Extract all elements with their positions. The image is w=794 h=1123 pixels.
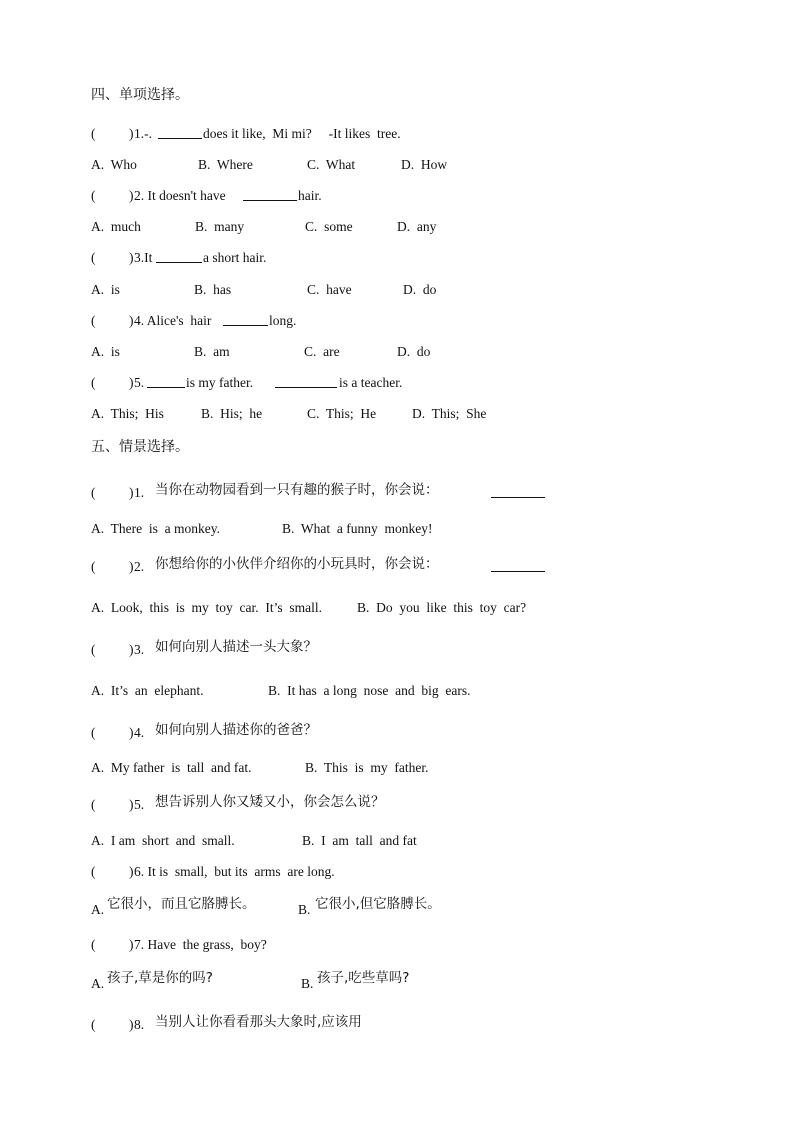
options-4-4 [91,343,711,361]
option-b: 孩子,吃些草吗? [317,970,410,986]
paren-close: ) [129,250,134,265]
paren-close: ) [129,188,134,203]
question-5-6 [91,863,711,881]
paren-close: ) [129,313,134,328]
question-text: is my father. [186,375,254,390]
section-4-title: 四、单项选择。 [91,87,189,103]
option-a: A. is [91,344,120,359]
answer-blank [147,374,185,388]
question-text: 如何向别人描述你的爸爸？ [155,722,317,738]
paren-open: ( [91,188,96,203]
option-b: B. has [194,282,232,297]
question-text: 想告诉别人你又矮又小，你会怎么说？ [155,794,385,810]
question-text: 如何向别人描述一头大象？ [155,639,317,655]
paren-close: ) [129,1017,134,1032]
question-5-7 [91,936,711,954]
question-number: 4. Alice's hair [134,313,212,328]
options-5-6 [91,896,711,917]
section-5-title: 五、情景选择。 [91,439,189,455]
question-text: 7. Have the grass, boy? [134,937,267,952]
question-number: 8. [134,1017,145,1032]
question-number: 2. It doesn't have [134,188,226,203]
option-a: A. much [91,219,141,234]
paren-close: ) [129,937,134,952]
paren-open: ( [91,250,96,265]
question-text: hair. [298,188,322,203]
option-b: 它很小,但它胳膊长。 [315,896,441,912]
option-b: B. Do you like this toy car? [357,600,527,615]
option-b: B. It has a long nose and big ears. [268,683,471,698]
option-a: A. I am short and small. [91,833,235,848]
question-5-8 [91,1016,711,1034]
question-5-4 [91,724,711,742]
option-a: A. Look, this is my toy car. It’s small. [91,600,322,615]
options-4-3 [91,281,711,299]
question-5-3 [91,641,711,659]
paren-close: ) [129,797,134,812]
option-b: B. Where [198,157,253,172]
answer-blank [243,187,297,201]
option-d: D. any [397,219,437,234]
paren-open: ( [91,559,96,574]
question-4-2 [91,187,711,205]
option-d: D. do [397,344,431,359]
question-5-2 [91,558,711,576]
question-text: a short hair. [203,250,267,265]
paren-close: ) [129,485,134,500]
question-number: 3.It [134,250,153,265]
paren-open: ( [91,642,96,657]
question-4-4 [91,312,711,330]
paren-close: ) [129,642,134,657]
option-b: B. many [195,219,245,234]
option-b: B. What a funny monkey! [282,521,433,536]
option-b: B. am [194,344,230,359]
option-a: A. It’s an elephant. [91,683,204,698]
question-number: 5. [134,375,145,390]
option-c: C. have [307,282,352,297]
answer-blank [158,125,202,139]
paren-close: ) [129,126,134,141]
options-5-3 [91,682,711,700]
question-text: 当你在动物园看到一只有趣的猴子时，你会说： [155,482,439,498]
options-5-1 [91,520,711,538]
option-b: B. I am tall and fat [302,833,417,848]
options-4-2 [91,218,711,236]
options-5-7 [91,970,711,991]
options-4-1 [91,156,711,174]
option-b: B. This is my father. [305,760,429,775]
option-d: D. do [403,282,437,297]
option-a: 孩子,草是你的吗? [107,970,213,986]
question-text-2: is a teacher. [339,375,403,390]
question-number: 5. [134,797,145,812]
option-a: A. Who [91,157,137,172]
question-number: 1. [134,485,145,500]
option-a: 它很小，而且它胳膊长。 [107,896,256,912]
paren-close: ) [129,559,134,574]
options-4-5 [91,405,711,423]
option-c: C. some [305,219,353,234]
answer-blank [223,312,268,326]
option-c: C. are [304,344,340,359]
question-text: 当别人让你看看那头大象时,应该用 [155,1014,362,1030]
answer-blank-2 [275,374,337,388]
question-text: does it like, Mi mi? -It likes tree. [203,126,401,141]
option-a: A. is [91,282,120,297]
option-a: A. My father is tall and fat. [91,760,252,775]
question-number: 3. [134,642,145,657]
option-c: C. This; He [307,406,377,421]
paren-open: ( [91,126,96,141]
question-text: 6. It is small, but its arms are long. [134,864,335,879]
options-5-4 [91,759,711,777]
options-5-5 [91,832,711,850]
paren-open: ( [91,797,96,812]
answer-blank [491,484,545,498]
question-number: 4. [134,725,145,740]
question-5-1 [91,484,711,502]
option-b: B. His; he [201,406,263,421]
answer-blank [156,249,202,263]
answer-blank [491,558,545,572]
paren-open: ( [91,485,96,500]
paren-close: ) [129,725,134,740]
paren-open: ( [91,375,96,390]
option-a: A. This; His [91,406,164,421]
option-a: A. There is a monkey. [91,521,220,536]
question-text: 你想给你的小伙伴介绍你的小玩具时，你会说： [155,556,439,572]
options-5-2 [91,599,711,617]
question-number: 2. [134,559,145,574]
question-4-5 [91,374,711,392]
question-number: 1.-. [134,126,152,141]
question-4-1 [91,125,711,143]
option-c: C. What [307,157,356,172]
paren-close: ) [129,864,134,879]
option-b-letter: B. [301,976,314,991]
option-a-letter: A. [91,902,105,917]
option-d: D. How [401,157,448,172]
paren-open: ( [91,1017,96,1032]
question-4-3 [91,249,711,267]
paren-open: ( [91,864,96,879]
option-a-letter: A. [91,976,105,991]
option-b-letter: B. [298,902,311,917]
question-5-5 [91,796,711,814]
paren-open: ( [91,313,96,328]
question-text: long. [269,313,297,328]
option-d: D. This; She [412,406,487,421]
paren-open: ( [91,725,96,740]
paren-close: ) [129,375,134,390]
paren-open: ( [91,937,96,952]
